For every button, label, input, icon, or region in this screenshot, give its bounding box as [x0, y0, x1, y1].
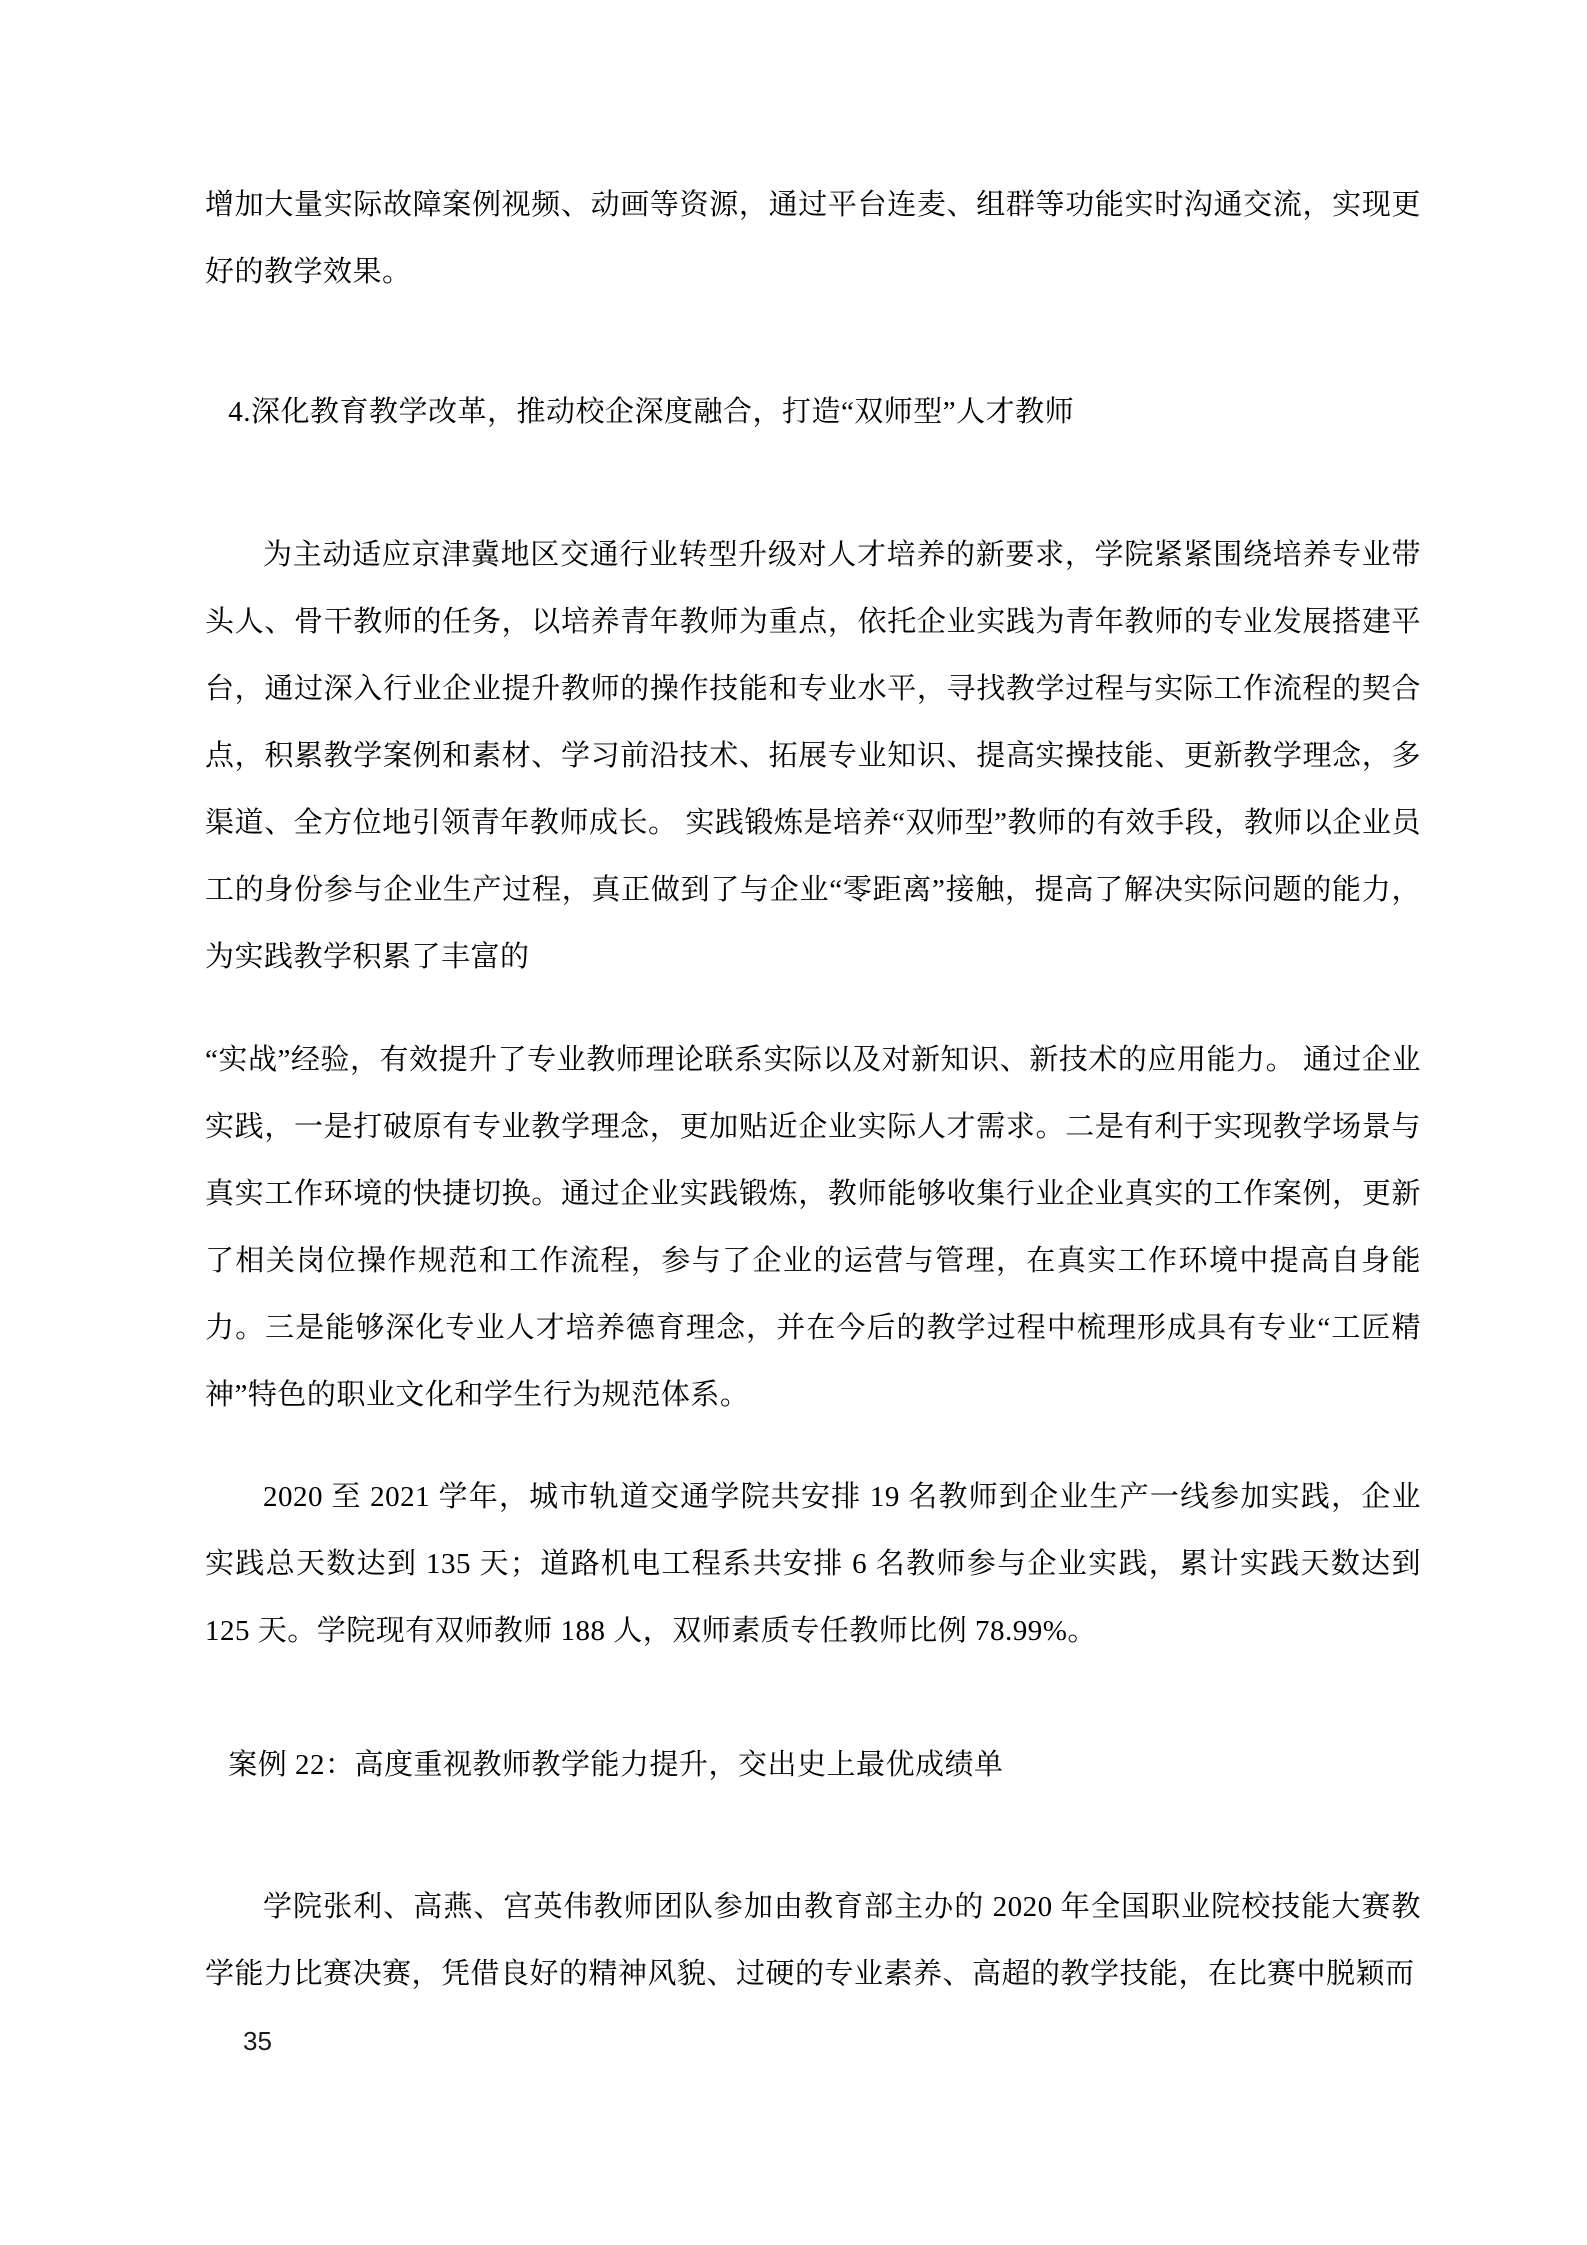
case-22-heading: 案例 22：高度重视教师教学能力提升，交出史上最优成绩单 — [228, 1749, 1004, 1781]
paragraph-practice-experience: “实战”经验，有效提升了专业教师理论联系实际以及对新知识、新技术的应用能力。 通过企业实践，一是打破原有专业教学理念，更加贴近企业实际人才需求。二是有利于实现教学场景与真实工作环境的快捷切换。通过企业实践锻炼，教师能够收集行业企业真实的工作案例，更新了相关岗位操作规范和工作流程，参与了企业的运营与管理，在真实工作环境中提高自身能力。三是能够深化专业人才培养德育理念，并在今后的教学过程中梳理形成具有专业“工匠精神”特色的职业文化和学生行为规范体系。 — [205, 1044, 1421, 1411]
paragraph-continuation: 增加大量实际故障案例视频、动画等资源，通过平台连麦、组群等功能实时沟通交流，实现更好的教学效果。 — [205, 189, 1421, 288]
page-body-text — [205, 172, 1421, 2008]
section-heading-4: 4.深化教育教学改革，推动校企深度融合，打造“双师型”人才教师 — [228, 396, 1075, 428]
paragraph-statistics-2020-2021: 2020 至 2021 学年，城市轨道交通学院共安排 19 名教师到企业生产一线参加实践，企业实践总天数达到 135 天；道路机电工程系共安排 6 名教师参与企业实践，累计实践天数达到 125 天。学院现有双师教师 188 人，双师素质专任教师比例 78.99%。 — [205, 1481, 1421, 1647]
paragraph-competition-team: 学院张利、高燕、宫英伟教师团队参加由教育部主办的 2020 年全国职业院校技能大赛教学能力比赛决赛，凭借良好的精神风貌、过硬的专业素养、高超的教学技能，在比赛中脱颖而 — [205, 1891, 1421, 1990]
page-number: 35 — [243, 2026, 272, 2056]
paragraph-teacher-development: 为主动适应京津冀地区交通行业转型升级对人才培养的新要求，学院紧紧围绕培养专业带头人、骨干教师的任务，以培养青年教师为重点，依托企业实践为青年教师的专业发展搭建平台，通过深入行业企业提升教师的操作技能和专业水平，寻找教学过程与实际工作流程的契合点，积累教学案例和素材、学习前沿技术、拓展专业知识、提高实操技能、更新教学理念，多渠道、全方位地引领青年教师成长。 实践锻炼是培养“双师型”教师的有效手段，教师以企业员工的身份参与企业生产过程，真正做到了与企业“零距离”接触，提高了解决实际问题的能力，为实践教学积累了丰富的 — [205, 539, 1421, 973]
